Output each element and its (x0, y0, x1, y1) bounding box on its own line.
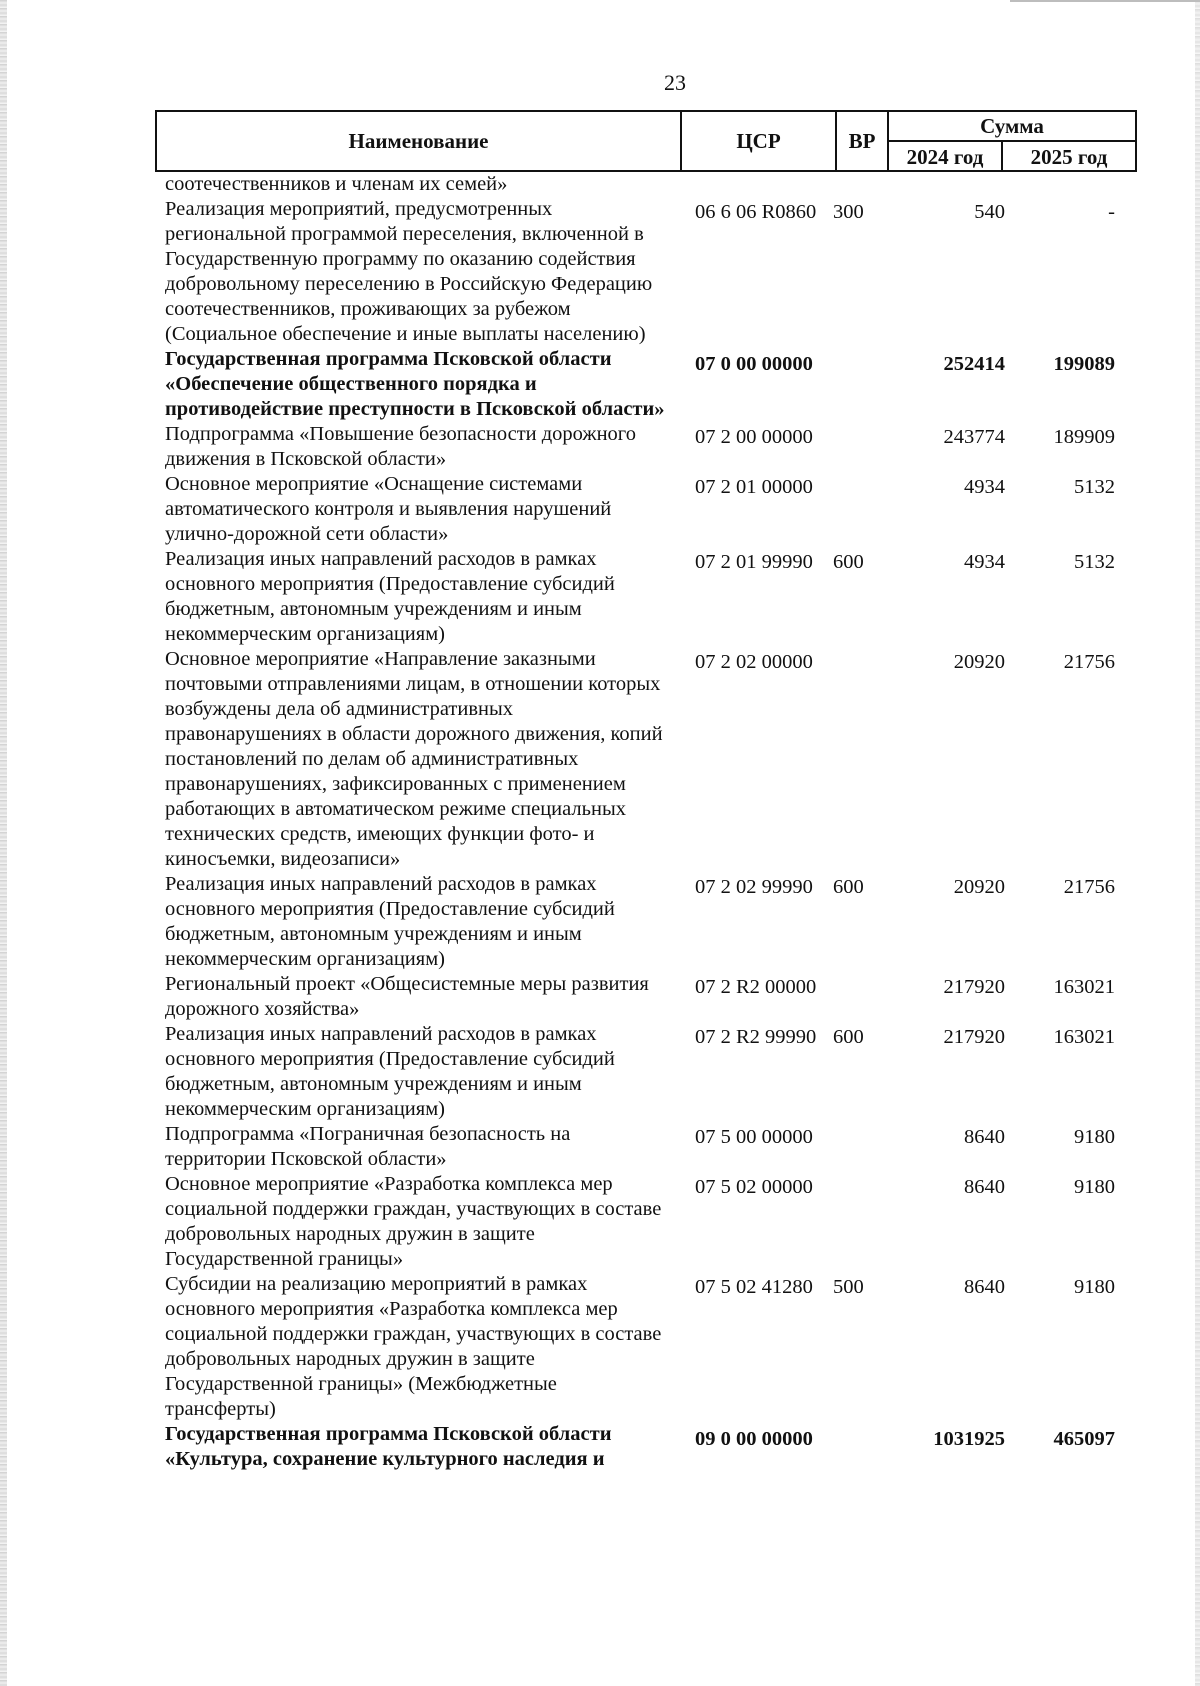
table-row (155, 1272, 1137, 1422)
cell-csr: 07 2 R2 99990 (695, 1026, 817, 1048)
cell-csr: 07 0 00 00000 (695, 353, 813, 375)
cell-vr (825, 472, 875, 475)
header-vr: ВР (837, 112, 889, 170)
cell-name: Реализация иных направлений расходов в рамках основного мероприятия (Предоставление субсидий бюджетным, автономным учреждениям и иным некоммерческим организациям) (165, 873, 615, 970)
cell-csr: 07 2 R2 00000 (695, 976, 817, 998)
cell-csr: 07 2 02 00000 (695, 651, 813, 673)
table-row (155, 422, 1137, 472)
cell-name: Реализация мероприятий, предусмотренных региональной программой переселения, включенной в Государственную программу по оказанию содействия добровольному переселению в Российскую Федерацию соотечественников, проживающих за рубежом (Социальное обеспечение и иные выплаты населению) (165, 198, 653, 345)
cell-csr: 06 6 06 R0860 (695, 201, 817, 223)
cell-2024: 252414 (943, 353, 1005, 375)
table-body (155, 172, 1137, 1472)
cell-csr: 07 5 02 41280 (695, 1276, 813, 1298)
cell-csr: 09 0 00 00000 (695, 1428, 813, 1450)
cell-vr (825, 1422, 875, 1425)
header-2025: 2025 год (1030, 144, 1108, 169)
cell-2024: 217920 (943, 1026, 1005, 1048)
cell-2025: 21756 (1063, 651, 1115, 673)
cell-csr: 07 2 00 00000 (695, 426, 813, 448)
cell-2024 (875, 172, 1005, 175)
cell-2024: 8640 (964, 1126, 1005, 1148)
table-header (155, 110, 1137, 172)
cell-vr (825, 1172, 875, 1175)
cell-csr: 07 2 01 99990 (695, 551, 813, 573)
cell-name: Подпрограмма «Пограничная безопасность на территории Псковской области» (165, 1123, 571, 1170)
cell-name: Государственная программа Псковской области «Обеспечение общественного порядка и противодействие преступности в Псковской области» (165, 348, 665, 420)
cell-2024: 8640 (964, 1176, 1005, 1198)
table-row (155, 172, 1137, 197)
cell-vr (825, 172, 875, 175)
cell-2025: 9180 (1074, 1176, 1115, 1198)
cell-csr: 07 2 01 00000 (695, 476, 813, 498)
cell-2025: 163021 (1053, 1026, 1115, 1048)
cell-2024: 540 (974, 201, 1005, 223)
cell-csr (665, 172, 825, 175)
header-2024: 2024 год (889, 142, 1003, 172)
table-row (155, 647, 1137, 872)
cell-csr: 07 5 00 00000 (695, 1126, 813, 1148)
cell-vr (825, 972, 875, 975)
table-row (155, 972, 1137, 1022)
cell-vr (825, 422, 875, 425)
cell-2025: 163021 (1053, 976, 1115, 998)
page-number: 23 (664, 70, 686, 95)
cell-vr (825, 647, 875, 650)
cell-2025: 5132 (1074, 551, 1115, 573)
cell-2024: 4934 (964, 476, 1005, 498)
table-row (155, 1422, 1137, 1472)
scan-edge-right (1195, 0, 1200, 1686)
cell-vr: 600 (833, 1026, 864, 1048)
budget-table (155, 110, 1137, 1472)
cell-2025: 21756 (1063, 876, 1115, 898)
cell-2024: 1031925 (933, 1428, 1005, 1450)
cell-vr: 600 (833, 551, 864, 573)
cell-2025: 9180 (1074, 1126, 1115, 1148)
cell-vr: 600 (833, 876, 864, 898)
cell-2024: 20920 (953, 651, 1005, 673)
table-row (155, 1122, 1137, 1172)
cell-vr: 300 (833, 201, 864, 223)
header-csr: ЦСР (682, 112, 837, 170)
cell-2024: 4934 (964, 551, 1005, 573)
cell-name: Реализация иных направлений расходов в рамках основного мероприятия (Предоставление субсидий бюджетным, автономным учреждениям и иным некоммерческим организациям) (165, 1023, 615, 1120)
cell-name: Основное мероприятие «Направление заказными почтовыми отправлениями лицам, в отношении которых возбуждены дела об административных правонарушениях в области дорожного движения, копий постановлений по делам об административных правонарушениях, зафиксированных с применением работающих в автоматическом режиме специальных технических средств, имеющих функции фото- и киносъемки, видеозаписи» (165, 648, 663, 870)
cell-2025: 465097 (1053, 1428, 1115, 1450)
cell-2025: 189909 (1053, 426, 1115, 448)
cell-vr (825, 347, 875, 350)
cell-name: Основное мероприятие «Разработка комплекса мер социальной поддержки граждан, участвующих в составе добровольных народных дружин в защите Государственной границы» (165, 1173, 662, 1270)
cell-vr (825, 1122, 875, 1125)
cell-name: Государственная программа Псковской области «Культура, сохранение культурного наследия и (165, 1423, 612, 1470)
cell-vr: 500 (833, 1276, 864, 1298)
table-row (155, 472, 1137, 547)
table-row (155, 1022, 1137, 1122)
cell-name: Основное мероприятие «Оснащение системами автоматического контроля и выявления нарушений улично-дорожной сети области» (165, 473, 612, 545)
table-row (155, 197, 1137, 347)
table-row (155, 872, 1137, 972)
cell-2024: 217920 (943, 976, 1005, 998)
cell-2025: - (1108, 201, 1115, 223)
cell-name: Подпрограмма «Повышение безопасности дорожного движения в Псковской области» (165, 423, 636, 470)
header-name: Наименование (157, 112, 682, 170)
cell-name: Реализация иных направлений расходов в рамках основного мероприятия (Предоставление субсидий бюджетным, автономным учреждениям и иным некоммерческим организациям) (165, 548, 615, 645)
cell-2025: 5132 (1074, 476, 1115, 498)
table-row (155, 347, 1137, 422)
table-row (155, 1172, 1137, 1272)
cell-2024: 8640 (964, 1276, 1005, 1298)
cell-2025: 199089 (1053, 353, 1115, 375)
cell-name: соотечественников и членам их семей» (165, 173, 508, 195)
cell-csr: 07 5 02 00000 (695, 1176, 813, 1198)
table-row (155, 547, 1137, 647)
cell-2024: 243774 (943, 426, 1005, 448)
header-sum: Сумма (889, 112, 1135, 142)
cell-2024: 20920 (953, 876, 1005, 898)
cell-2025: 9180 (1074, 1276, 1115, 1298)
scan-top-line (1010, 0, 1200, 2)
cell-name: Субсидии на реализацию мероприятий в рамках основного мероприятия «Разработка комплекса мер социальной поддержки граждан, участвующих в составе добровольных народных дружин в защите Государственной границы» (Межбюджетные трансферты) (165, 1273, 662, 1420)
scan-edge-left (0, 0, 7, 1686)
cell-2025 (1005, 172, 1115, 175)
cell-csr: 07 2 02 99990 (695, 876, 813, 898)
cell-name: Региональный проект «Общесистемные меры развития дорожного хозяйства» (165, 973, 649, 1020)
